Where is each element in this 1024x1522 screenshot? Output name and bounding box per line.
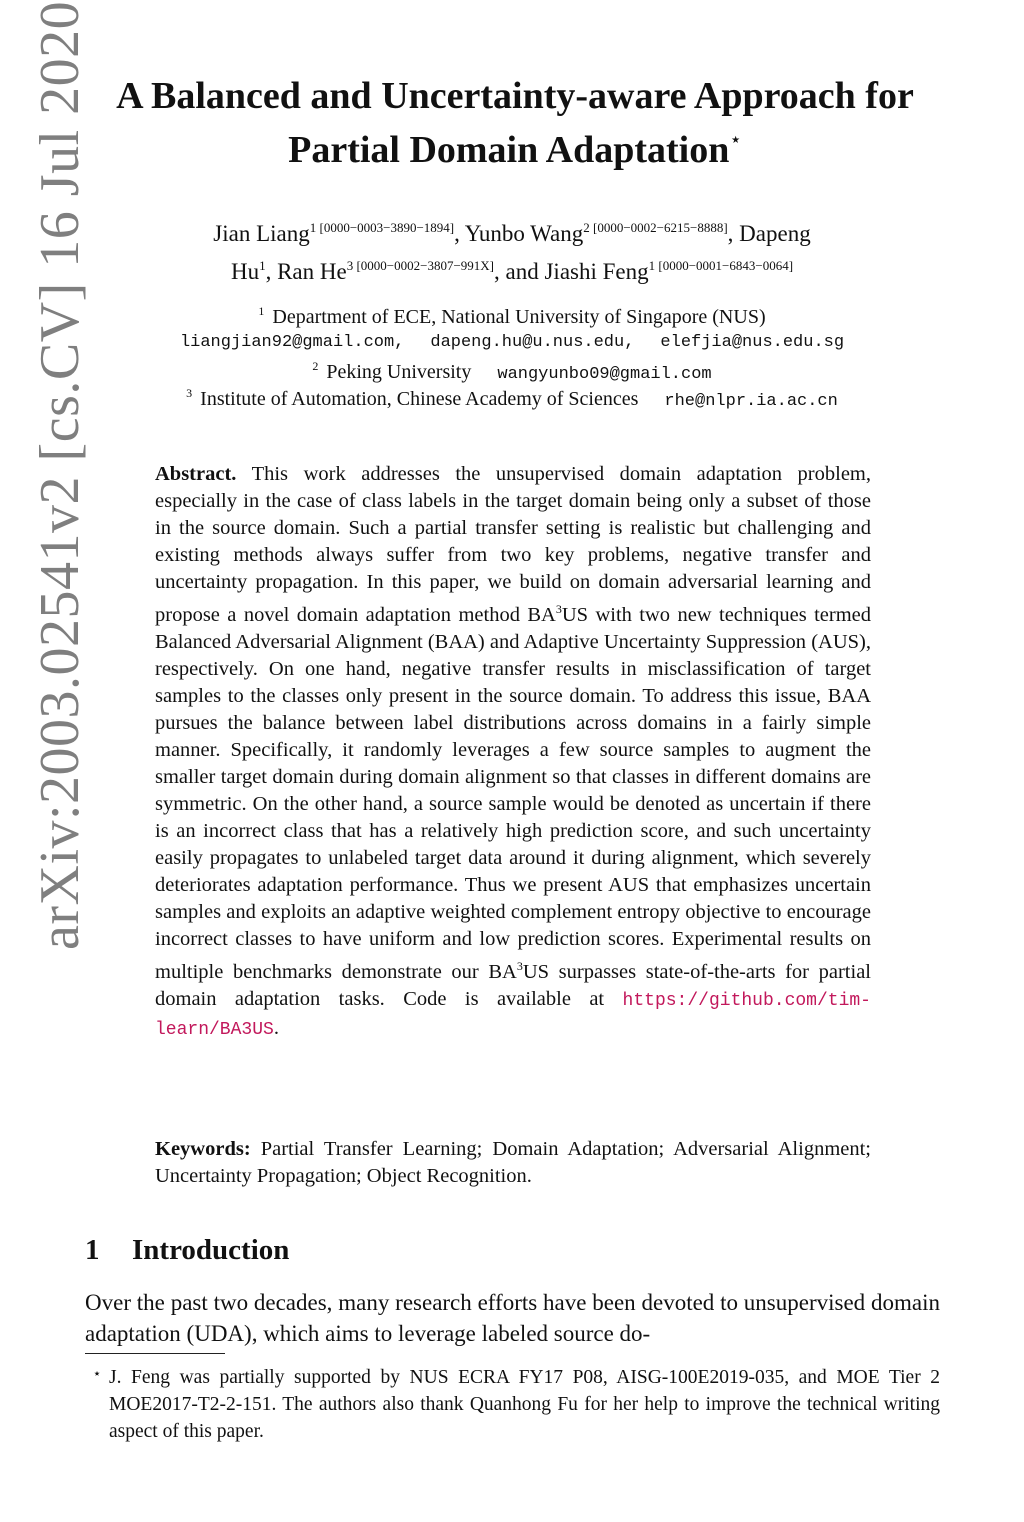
author-orcid: 1 [0000−0001−6843−0064] xyxy=(648,258,794,273)
email-link[interactable]: rhe@nlpr.ia.ac.cn xyxy=(664,392,838,411)
title-footnote-mark: ⋆ xyxy=(729,129,742,151)
author-orcid: 1 [0000−0003−3890−1894] xyxy=(309,220,455,235)
affil-name: Peking University xyxy=(326,361,472,383)
author-orcid: 2 [0000−0002−6215−8888] xyxy=(583,220,728,235)
author-name: , Yunbo Wang xyxy=(454,221,584,246)
email-link[interactable]: liangjian92@gmail.com, xyxy=(179,333,405,352)
abstract-text: US surpasses state-of-the-arts for partial domain adaptation tasks. Code is available at xyxy=(155,961,871,1010)
author-name: , Ran He xyxy=(265,259,347,284)
paper-title xyxy=(80,74,950,172)
abstract-superscript: 3 xyxy=(516,959,523,973)
author-name: Hu xyxy=(230,259,260,284)
affil-number: 1 xyxy=(258,304,265,318)
abstract-text: This work addresses the unsupervised domain adaptation problem, especially in the case of class labels in the target domain being only a subset of those in the source domain. Such a partial transfer setting is realistic but challenging and existing methods always suffer from two key problems, negative transfer and uncertainty propagation. In this paper, we build on domain adversarial learning and propose a novel domain adaptation method BA xyxy=(155,463,871,626)
affil-name: Institute of Automation, Chinese Academy of Sciences xyxy=(200,388,639,410)
abstract-text: US with two new techniques termed Balanced Adversarial Alignment (BAA) and Adaptive Uncertainty Suppression (AUS), respectively. On one hand, negative transfer results in misclassification of target samples to the classes only present in the source domain. To address this issue, BAA pursues the balance between label distributions across domains in a fairly simple manner. Specifically, it randomly leverages a few source samples to augment the smaller target domain during domain alignment so that classes in different domains are symmetric. On the other hand, a source sample would be denoted as uncertain if there is an incorrect class that has a relatively high prediction score, and such uncertainty easily propagates to unlabeled target data around it during alignment, which severely deteriorates adaptation performance. Thus we present AUS that emphasizes uncertain samples and exploits an adaptive weighted complement entropy objective to encourage incorrect classes to have uniform and low prediction scores. Experimental results on multiple benchmarks demonstrate our BA xyxy=(155,604,871,983)
email-link[interactable]: dapeng.hu@u.nus.edu, xyxy=(430,333,635,352)
footnote-text: J. Feng was partially supported by NUS ECRA FY17 P08, AISG-100E2019-035, and MOE Tier 2 MOE2017-T2-2-151. The authors also thank Quanhong Fu for her help to improve the technical writing aspect of this paper. xyxy=(109,1367,940,1442)
author-name: , Dapeng xyxy=(727,221,811,246)
abstract-superscript: 3 xyxy=(555,602,562,616)
email-link[interactable]: wangyunbo09@gmail.com xyxy=(497,365,712,384)
title-line-2: Partial Domain Adaptation xyxy=(288,129,730,171)
affil-number: 3 xyxy=(186,386,193,400)
author-name: , and Jiashi Feng xyxy=(494,259,649,284)
author-affil-mark: 1 xyxy=(259,258,266,273)
title-line-1: A Balanced and Uncertainty-aware Approach for xyxy=(116,75,914,117)
footnote xyxy=(85,1361,940,1445)
keywords-label: Keywords: xyxy=(155,1138,251,1160)
section-title: Introduction xyxy=(132,1234,290,1266)
keywords xyxy=(155,1136,871,1190)
affiliation-cas xyxy=(92,380,932,415)
arxiv-stamp-text: arXiv:2003.02541v2 [cs.CV] 16 Jul 2020 xyxy=(29,0,91,950)
author-list xyxy=(92,212,932,288)
affil-number: 2 xyxy=(312,359,319,373)
author-name: Jian Liang xyxy=(213,221,310,246)
email-link[interactable]: elefjia@nus.edu.sg xyxy=(660,333,845,352)
affil-name: Department of ECE, National University of Singapore (NUS) xyxy=(272,306,766,328)
author-orcid: 3 [0000−0002−3807−991X] xyxy=(346,258,495,273)
section-heading-introduction xyxy=(85,1232,289,1268)
footnote-mark: ⋆ xyxy=(92,1367,102,1382)
intro-paragraph: Over the past two decades, many research efforts have been devoted to unsupervised domain adaptation (UDA), which aims to leverage labeled source do- xyxy=(85,1290,940,1346)
abstract-label: Abstract. xyxy=(155,463,237,485)
affiliation-emails-nus xyxy=(92,327,932,356)
keywords-text: Partial Transfer Learning; Domain Adaptation; Adversarial Alignment; Uncertainty Propagation; Object Recognition. xyxy=(155,1138,872,1187)
abstract-end: . xyxy=(273,1017,279,1039)
code-link[interactable]: https://github.com/tim-learn/BA3US xyxy=(155,991,871,1040)
arxiv-stamp xyxy=(22,0,98,950)
affiliation-nus xyxy=(92,298,932,330)
footnote-rule xyxy=(85,1353,225,1354)
section-number: 1 xyxy=(85,1234,100,1266)
abstract xyxy=(155,461,871,1044)
